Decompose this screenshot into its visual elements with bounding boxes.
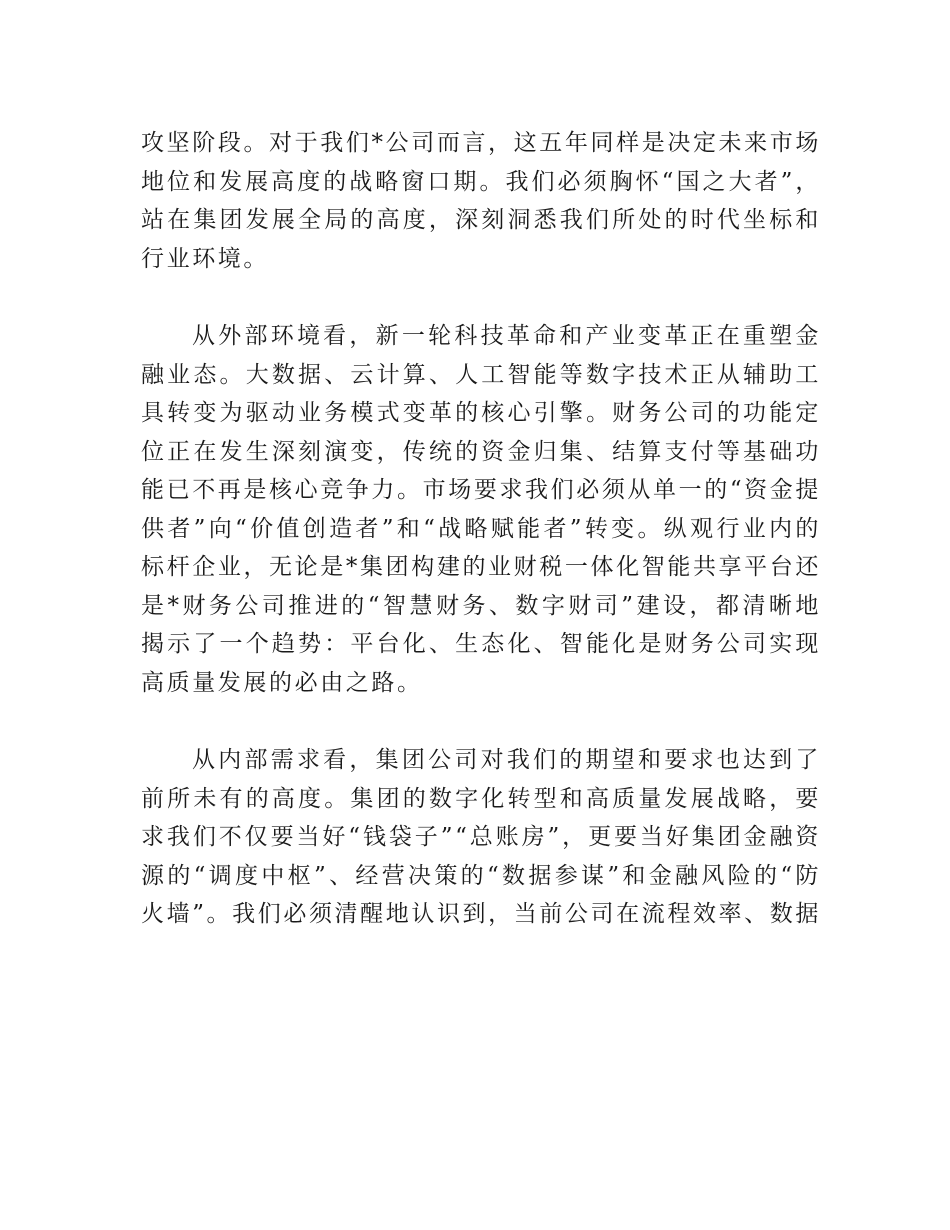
paragraph-internal-demand: 从内部需求看，集团公司对我们的期望和要求也达到了前所未有的高度。集团的数字化转型和高质量发展战略，要求我们不仅要当好“钱袋子”“总账房”，更要当好集团金融资源的“调度中枢”、经营决策的“数据参谋”和金融风险的“防火墙”。我们必须清醒地认识到，当前公司在流程效率、数据 xyxy=(141,747,821,927)
document-body xyxy=(141,124,821,934)
paragraph-continuation: 攻坚阶段。对于我们*公司而言，这五年同样是决定未来市场地位和发展高度的战略窗口期。我们必须胸怀“国之大者”，站在集团发展全局的高度，深刻洞悉我们所处的时代坐标和行业环境。 xyxy=(141,130,821,272)
paragraph-external-environment: 从外部环境看，新一轮科技革命和产业变革正在重塑金融业态。大数据、云计算、人工智能等数字技术正从辅助工具转变为驱动业务模式变革的核心引擎。财务公司的功能定位正在发生深刻演变，传统的资金归集、结算支付等基础功能已不再是核心竞争力。市场要求我们必须从单一的“资金提供者”向“价值创造者”和“战略赋能者”转变。纵观行业内的标杆企业，无论是*集团构建的业财税一体化智能共享平台还是*财务公司推进的“智慧财务、数字财司”建设，都清晰地揭示了一个趋势：平台化、生态化、智能化是财务公司实现高质量发展的必由之路。 xyxy=(141,323,821,696)
